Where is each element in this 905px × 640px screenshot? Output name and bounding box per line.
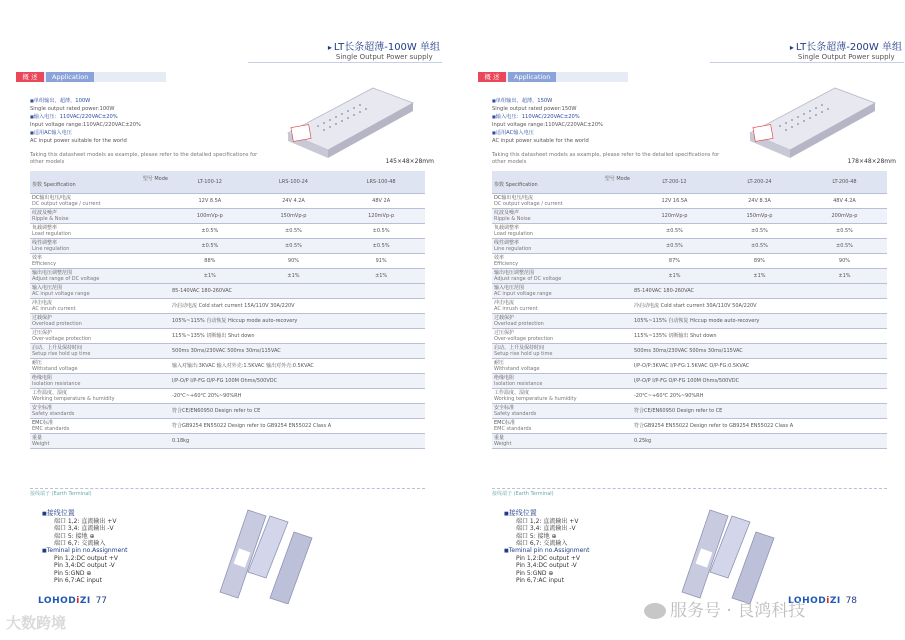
- summary-line: ■ 适用AC输入电压: [30, 129, 260, 138]
- summary-line: ■ 单组输出，超薄，100W: [30, 97, 260, 106]
- summary: [492, 97, 722, 145]
- pin-line-cn: 端口 3,4: 直流输出 -V: [54, 525, 114, 533]
- application-label-cn: 概 述: [16, 72, 44, 82]
- header-divider: [710, 62, 904, 63]
- table-row: 启动、上升及保持时间 Setup rise hold up time 500ms 30ms/230VAC 500ms 30ms/115VAC: [30, 343, 425, 358]
- table-cell: 88%: [170, 253, 250, 268]
- model-header: LRS-100-48: [337, 171, 425, 193]
- summary-line: Input voltage range:110VAC/220VAC±20%: [492, 121, 603, 128]
- table-row: 过压保护 Over-voltage protection 115%~135% 切断输出 Shut down: [492, 328, 887, 343]
- table-row: 纹波及噪声 Ripple & Noise 100mVp-p 150mVp-p 120mVp-p: [30, 208, 425, 223]
- table-cell: 0.25kg: [632, 433, 887, 448]
- table-cell: ±0.5%: [170, 223, 250, 238]
- table-cell: 85-140VAC 180-260VAC: [170, 283, 425, 298]
- page-number: 78: [845, 596, 858, 606]
- page-header: [790, 38, 902, 61]
- table-row: EMC标准 EMC standards 符合GB9254 EN55022 Design refer to GB9254 EN55022 Class A: [492, 418, 887, 433]
- table-cell: 105%~115% 自动恢复 Hiccup mode auto-recovery: [170, 313, 425, 328]
- table-cell: ±1%: [170, 268, 250, 283]
- pin-line-en: Pin 5:GND ⊕: [516, 569, 554, 577]
- table-cell: 符合GB9254 EN55022 Design refer to GB9254 EN55022 Class A: [170, 418, 425, 433]
- table-cell: 89%: [717, 253, 802, 268]
- pin-line-en: Pin 6,7:AC input: [54, 576, 102, 584]
- pin-line-en: Pin 1,2:DC output +V: [516, 555, 580, 563]
- dimensions: 145×48×28mm: [385, 158, 434, 165]
- pin-line-en: Pin 5:GND ⊕: [54, 569, 92, 577]
- table-cell: 200mVp-p: [802, 208, 887, 223]
- table-cell: ±0.5%: [632, 238, 717, 253]
- pin-line-cn: 端口 5: 接地 ⊕: [516, 532, 557, 540]
- table-cell: 90%: [802, 253, 887, 268]
- product-image: [278, 78, 418, 163]
- pin-line-cn: 端口 1,2: 直流输出 +V: [516, 518, 579, 526]
- table-row: DC输出电压/电流 DC output voltage / current 12V 8.5A 24V 4.2A 48V 2A: [30, 193, 425, 208]
- table-row: 重量 Weight 0.25kg: [492, 433, 887, 448]
- table-row: 负载调整率 Load regulation ±0.5% ±0.5% ±0.5%: [492, 223, 887, 238]
- table-cell: ±0.5%: [802, 238, 887, 253]
- pin-line-cn: 端口 3,4: 直流输出 -V: [516, 525, 576, 533]
- table-cell: 85-140VAC 180-260VAC: [632, 283, 887, 298]
- table-cell: ±0.5%: [250, 223, 338, 238]
- table-corner: 型号 Mode 参数 Specification: [30, 171, 170, 193]
- pins-section-bar: 接线端子 (Earth Terminal): [30, 488, 425, 497]
- catalog-page-right: [470, 22, 905, 622]
- brand-logo: LOHODiZI: [38, 596, 91, 606]
- pin-line-cn: 端口 5: 接地 ⊕: [54, 532, 95, 540]
- wechat-icon: [644, 603, 666, 619]
- table-cell: 91%: [337, 253, 425, 268]
- table-row: 纹波及噪声 Ripple & Noise 120mVp-p 150mVp-p 200mVp-p: [492, 208, 887, 223]
- watermark-right: 服务号 · 良鸿科技: [644, 596, 805, 621]
- pin-title-en: ■ Teminal pin no.Assignment: [42, 547, 127, 555]
- datasheet-note: Taking this datasheet models as example, please refer to the detailed specifications for other models: [492, 152, 720, 165]
- table-cell: 120mVp-p: [632, 208, 717, 223]
- table-row: 绝缘电阻 Isolation resistance I/P-O/P I/P-FG O/P-FG 100M Ohms/500VDC: [492, 373, 887, 388]
- table-cell: 24V 8.3A: [717, 193, 802, 208]
- pin-line-en: Pin 3,4:DC output -V: [516, 562, 577, 570]
- model-header: LT-100-12: [170, 171, 250, 193]
- page-number: 77: [95, 596, 108, 606]
- table-row: EMC标准 EMC standards 符合GB9254 EN55022 Design refer to GB9254 EN55022 Class A: [30, 418, 425, 433]
- table-corner: 型号 Mode 参数 Specification: [492, 171, 632, 193]
- table-row: 输出电压调整范围 Adjust range of DC voltage ±1% ±1% ±1%: [30, 268, 425, 283]
- summary: [30, 97, 260, 145]
- table-row: 过载保护 Overload protection 105%~115% 自动恢复 Hiccup mode auto-recovery: [492, 313, 887, 328]
- brand-logo: LOHODiZI: [788, 596, 841, 606]
- table-cell: I/P-O/P:3KVAC I/P-FG:1.5KVAC O/P-FG:0.5KVAC: [632, 358, 887, 373]
- model-header: LRS-100-24: [250, 171, 338, 193]
- page-subtitle: Single Output Power supply: [335, 53, 433, 61]
- page-title: ▸ LT长条超薄-100W 单组: [328, 38, 440, 53]
- table-cell: 115%~135% 切断输出 Shut down: [632, 328, 887, 343]
- table-cell: 符合CE/EN60950 Design refer to CE: [170, 403, 425, 418]
- table-row: 工作温度、湿度 Working temperature & humidity -20℃~+60℃ 20%~90%RH: [30, 388, 425, 403]
- table-row: 输入电压范围 AC input voltage range 85-140VAC 180-260VAC: [30, 283, 425, 298]
- datasheet-note: Taking this datasheet models as example, please refer to the detailed specifications for other models: [30, 152, 258, 165]
- page-header: [328, 38, 440, 61]
- table-row: 耐压 Withstand voltage 输入对输出:3KVAC 输入对外壳:1.5KVAC 输出对外壳:0.5KVAC: [30, 358, 425, 373]
- pin-line-en: Pin 1,2:DC output +V: [54, 555, 118, 563]
- dimensions: 178×48×28mm: [847, 158, 896, 165]
- table-cell: -20℃~+60℃ 20%~90%RH: [170, 388, 425, 403]
- table-cell: ±1%: [632, 268, 717, 283]
- table-row: 线性调整率 Line regulation ±0.5% ±0.5% ±0.5%: [492, 238, 887, 253]
- table-cell: 输入对输出:3KVAC 输入对外壳:1.5KVAC 输出对外壳:0.5KVAC: [170, 358, 425, 373]
- product-image: [740, 78, 880, 163]
- table-cell: 符合GB9254 EN55022 Design refer to GB9254 EN55022 Class A: [632, 418, 887, 433]
- table-cell: ±0.5%: [250, 238, 338, 253]
- table-cell: 105%~115% 自动恢复 Hiccup mode auto-recovery: [632, 313, 887, 328]
- table-cell: ±1%: [802, 268, 887, 283]
- table-cell: 150mVp-p: [250, 208, 338, 223]
- table-cell: 500ms 30ms/230VAC 500ms 30ms/115VAC: [632, 343, 887, 358]
- table-row: 冲击电流 AC inrush current 冷启动电流 Cold start current 30A/110V 50A/220V: [492, 298, 887, 313]
- product-stack-image: [670, 502, 780, 604]
- application-label-cn: 概 述: [478, 72, 506, 82]
- table-row: 安全标准 Safety standards 符合CE/EN60950 Design refer to CE: [30, 403, 425, 418]
- table-cell: ±0.5%: [337, 238, 425, 253]
- table-row: 效率 Efficiency 88% 90% 91%: [30, 253, 425, 268]
- summary-line: ■ 适用AC输入电压: [492, 129, 722, 138]
- table-cell: -20℃~+60℃ 20%~90%RH: [632, 388, 887, 403]
- table-cell: ±0.5%: [170, 238, 250, 253]
- pin-line-en: Pin 6,7:AC input: [516, 576, 564, 584]
- table-cell: ±0.5%: [802, 223, 887, 238]
- model-header: LT-200-48: [802, 171, 887, 193]
- table-cell: 90%: [250, 253, 338, 268]
- pin-line-cn: 端口 6,7: 交流输入: [54, 539, 106, 547]
- table-row: 线性调整率 Line regulation ±0.5% ±0.5% ±0.5%: [30, 238, 425, 253]
- application-bar: [478, 72, 628, 82]
- summary-line: Single output rated power:150W: [492, 105, 577, 112]
- spec-table: [492, 171, 887, 449]
- table-row: 安全标准 Safety standards 符合CE/EN60950 Design refer to CE: [492, 403, 887, 418]
- table-cell: 115%~135% 切断输出 Shut down: [170, 328, 425, 343]
- pins-section-bar: 接线端子 (Earth Terminal): [492, 488, 887, 497]
- table-cell: 12V 16.5A: [632, 193, 717, 208]
- pin-title: ■ 接线位置: [504, 510, 589, 518]
- table-cell: 0.18kg: [170, 433, 425, 448]
- table-row: 输入电压范围 AC input voltage range 85-140VAC 180-260VAC: [492, 283, 887, 298]
- table-row: 效率 Efficiency 87% 89% 90%: [492, 253, 887, 268]
- pin-assignment: [504, 510, 589, 584]
- table-cell: ±1%: [717, 268, 802, 283]
- summary-line: Single output rated power:100W: [30, 105, 115, 112]
- model-header: LT-200-24: [717, 171, 802, 193]
- application-label-en: Application: [508, 72, 556, 82]
- pin-title-en: ■ Teminal pin no.Assignment: [504, 547, 589, 555]
- table-cell: 12V 8.5A: [170, 193, 250, 208]
- table-row: 负载调整率 Load regulation ±0.5% ±0.5% ±0.5%: [30, 223, 425, 238]
- table-cell: ±0.5%: [337, 223, 425, 238]
- page-subtitle: Single Output Power supply: [797, 53, 895, 61]
- table-cell: ±1%: [337, 268, 425, 283]
- table-row: 绝缘电阻 Isolation resistance I/P-O/P I/P-FG O/P-FG 100M Ohms/500VDC: [30, 373, 425, 388]
- pin-title: ■ 接线位置: [42, 510, 127, 518]
- table-row: 输出电压调整范围 Adjust range of DC voltage ±1% ±1% ±1%: [492, 268, 887, 283]
- pin-line-cn: 端口 6,7: 交流输入: [516, 539, 568, 547]
- table-row: 冲击电流 AC inrush current 冷启动电流 Cold start current 15A/110V 30A/220V: [30, 298, 425, 313]
- table-cell: 500ms 30ms/230VAC 500ms 30ms/115VAC: [170, 343, 425, 358]
- table-cell: 48V 2A: [337, 193, 425, 208]
- table-cell: I/P-O/P I/P-FG O/P-FG 100M Ohms/500VDC: [170, 373, 425, 388]
- table-cell: 符合CE/EN60950 Design refer to CE: [632, 403, 887, 418]
- summary-line: AC input power suitable for the world: [492, 137, 589, 144]
- application-label-en: Application: [46, 72, 94, 82]
- table-row: 过压保护 Over-voltage protection 115%~135% 切断输出 Shut down: [30, 328, 425, 343]
- watermark-left: 大数跨境: [6, 614, 67, 632]
- page-title: ▸ LT长条超薄-200W 单组: [790, 38, 902, 53]
- application-bar: [16, 72, 166, 82]
- page-footer: [38, 596, 107, 606]
- table-cell: ±1%: [250, 268, 338, 283]
- table-cell: 100mVp-p: [170, 208, 250, 223]
- product-stack-image: [208, 502, 318, 604]
- pin-line-en: Pin 3,4:DC output -V: [54, 562, 115, 570]
- table-cell: 120mVp-p: [337, 208, 425, 223]
- table-cell: 冷启动电流 Cold start current 15A/110V 30A/220V: [170, 298, 425, 313]
- summary-line: ■ 输入电压：110VAC/220VAC±20%: [492, 113, 722, 122]
- summary-line: Input voltage range:110VAC/220VAC±20%: [30, 121, 141, 128]
- table-row: 耐压 Withstand voltage I/P-O/P:3KVAC I/P-FG:1.5KVAC O/P-FG:0.5KVAC: [492, 358, 887, 373]
- catalog-page-left: [8, 22, 448, 622]
- table-row: 过载保护 Overload protection 105%~115% 自动恢复 Hiccup mode auto-recovery: [30, 313, 425, 328]
- model-header: LT-200-12: [632, 171, 717, 193]
- summary-line: ■ 输入电压：110VAC/220VAC±20%: [30, 113, 260, 122]
- table-row: 重量 Weight 0.18kg: [30, 433, 425, 448]
- table-cell: 150mVp-p: [717, 208, 802, 223]
- pin-assignment: [42, 510, 127, 584]
- table-cell: ±0.5%: [717, 223, 802, 238]
- summary-line: ■ 单组输出，超薄，150W: [492, 97, 722, 106]
- summary-line: AC input power suitable for the world: [30, 137, 127, 144]
- table-cell: 87%: [632, 253, 717, 268]
- table-row: DC输出电压/电流 DC output voltage / current 12V 16.5A 24V 8.3A 48V 4.2A: [492, 193, 887, 208]
- table-row: 启动、上升及保持时间 Setup rise hold up time 500ms 30ms/230VAC 500ms 30ms/115VAC: [492, 343, 887, 358]
- table-cell: ±0.5%: [632, 223, 717, 238]
- table-cell: ±0.5%: [717, 238, 802, 253]
- spec-table: [30, 171, 425, 449]
- table-cell: I/P-O/P I/P-FG O/P-FG 100M Ohms/500VDC: [632, 373, 887, 388]
- table-row: 工作温度、湿度 Working temperature & humidity -20℃~+60℃ 20%~90%RH: [492, 388, 887, 403]
- table-cell: 48V 4.2A: [802, 193, 887, 208]
- pin-line-cn: 端口 1,2: 直流输出 +V: [54, 518, 117, 526]
- header-divider: [248, 62, 442, 63]
- table-cell: 24V 4.2A: [250, 193, 338, 208]
- table-cell: 冷启动电流 Cold start current 30A/110V 50A/220V: [632, 298, 887, 313]
